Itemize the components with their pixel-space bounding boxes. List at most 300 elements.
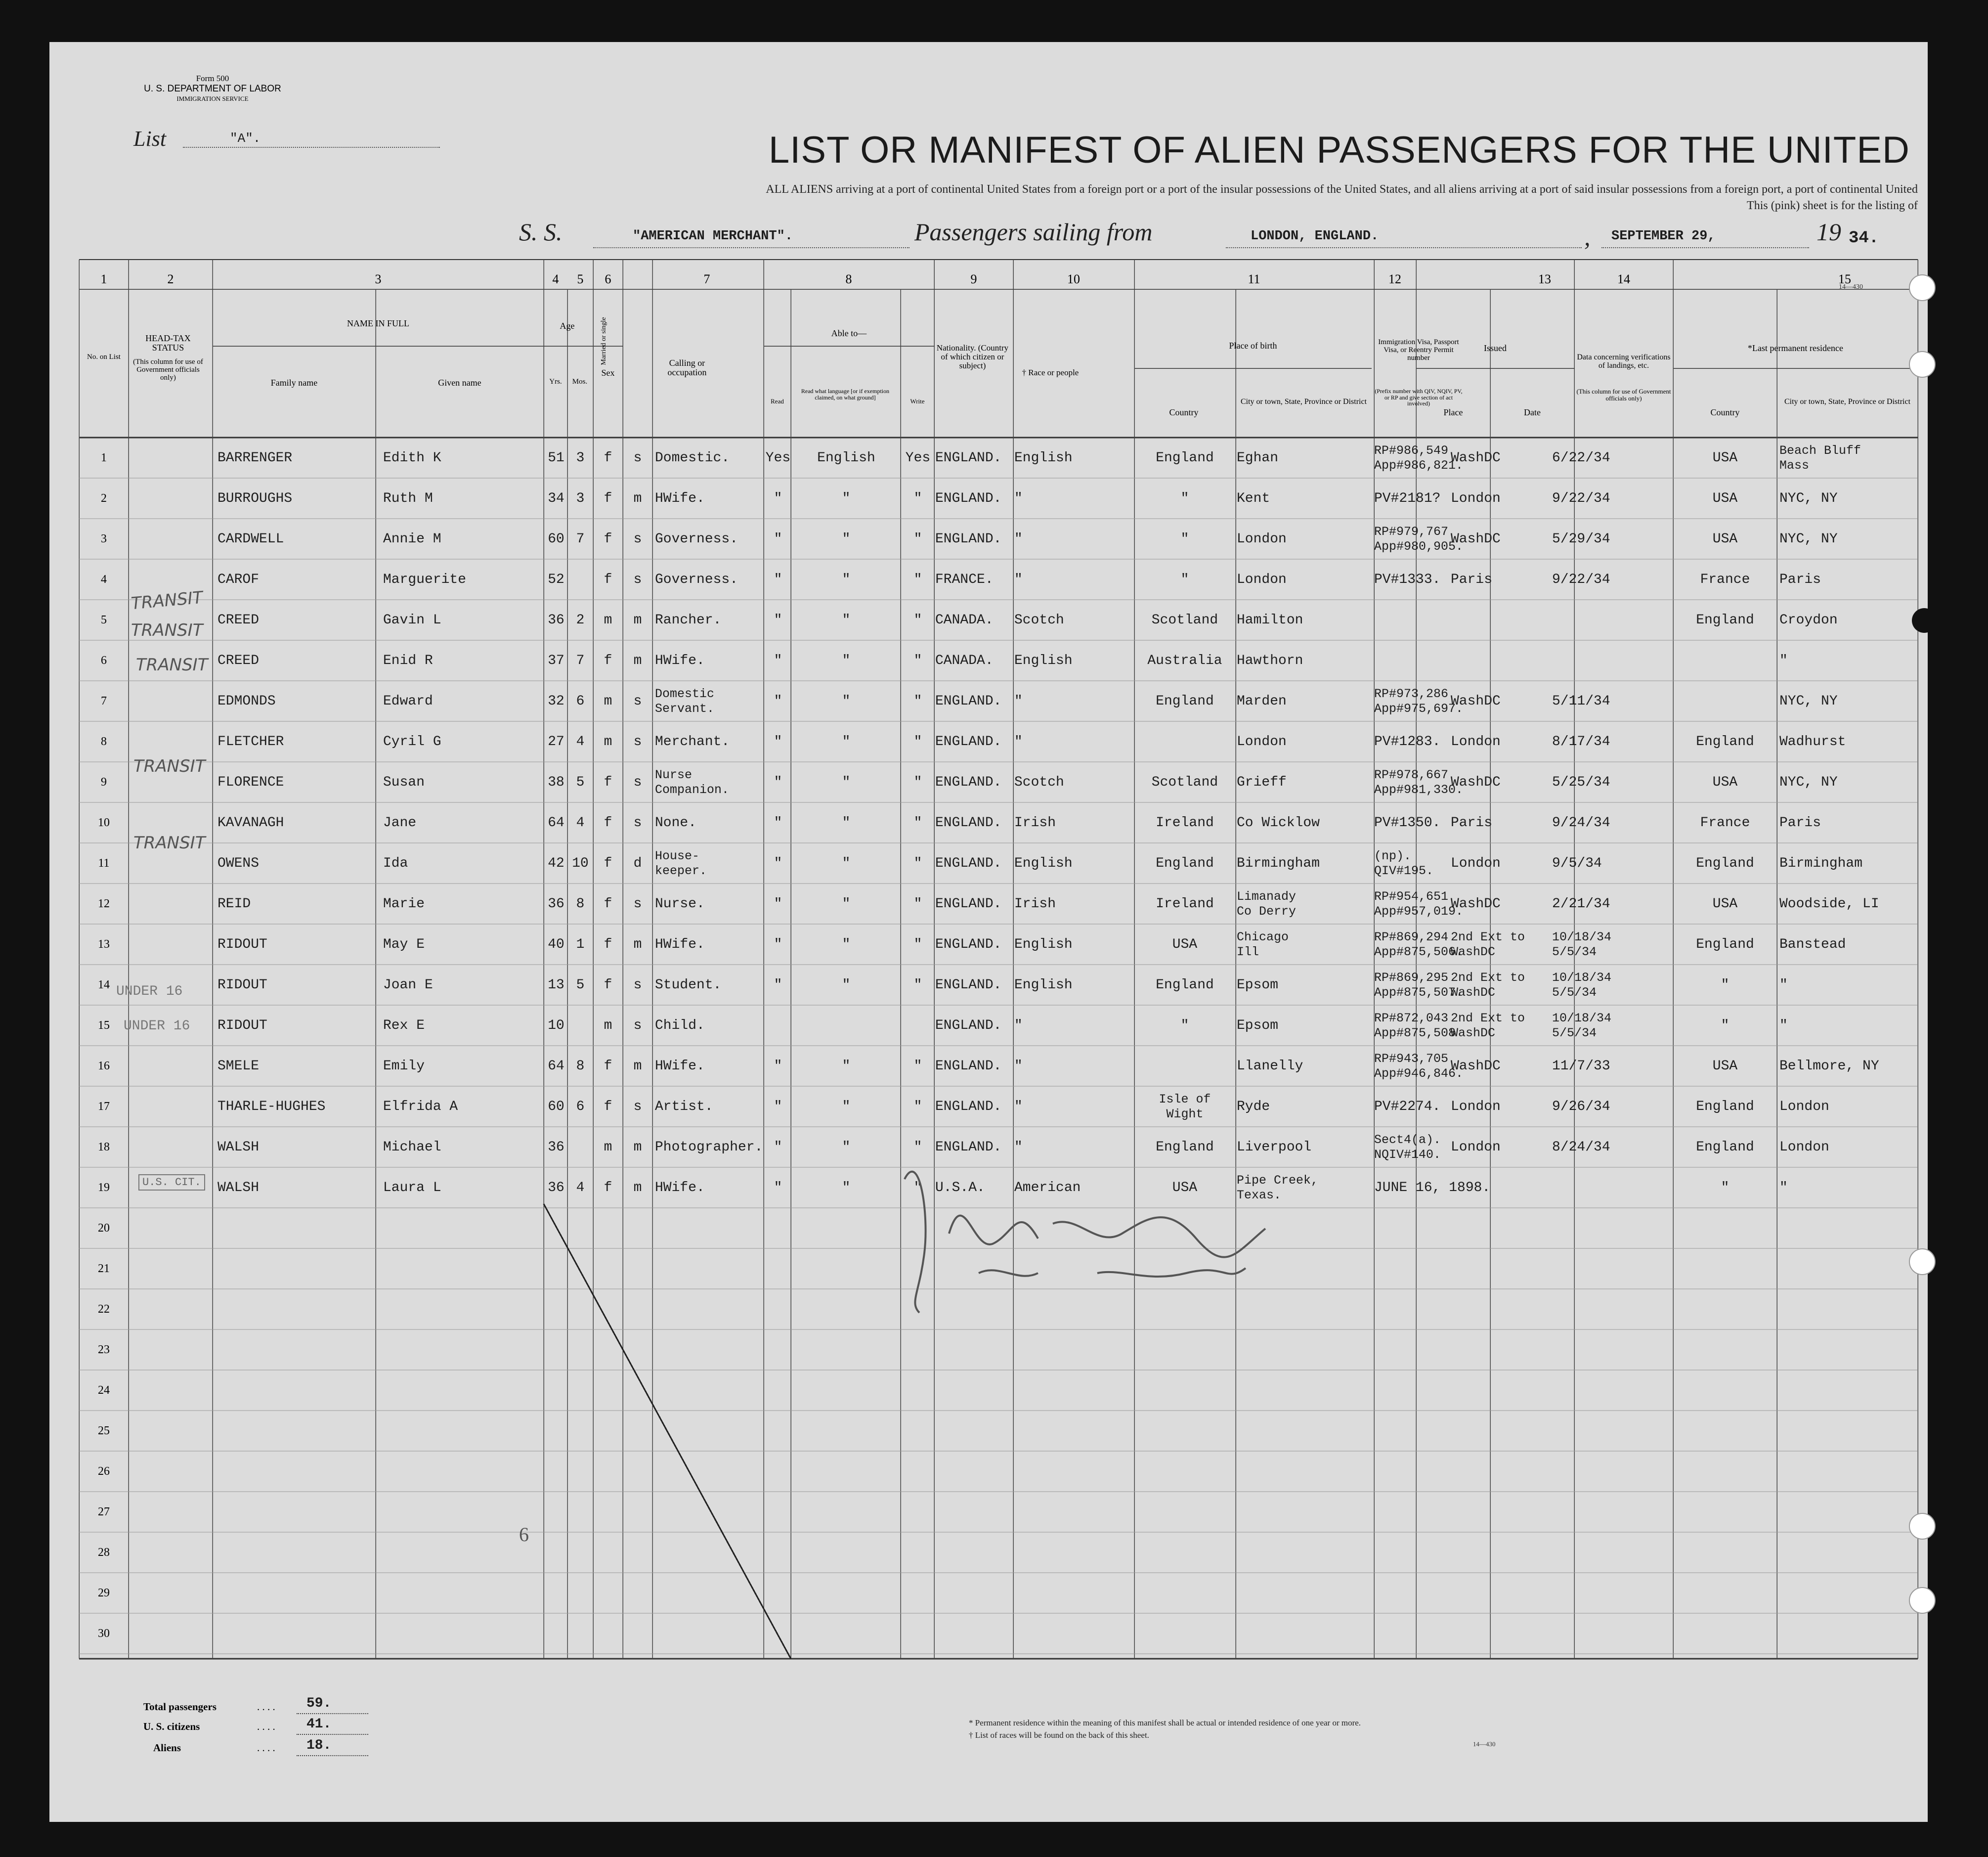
read-cell: " xyxy=(774,815,782,831)
row-number: 30 xyxy=(98,1627,110,1640)
column-number: 8 xyxy=(845,272,852,286)
write-cell: " xyxy=(913,775,922,790)
sex-cell: f xyxy=(604,977,612,993)
birth-country-cell: Australia xyxy=(1147,653,1222,668)
language-cell: " xyxy=(842,694,851,709)
visa-number-cell: RP#954,651 App#957,019. xyxy=(1374,889,1464,919)
header-visa-note: (Prefix number with QIV, NQIV, PV, or RP and give section of act involved) xyxy=(1375,388,1463,407)
transit-stamp: TRANSIT xyxy=(136,655,208,675)
header-issued: Issued xyxy=(1484,343,1507,353)
header-place-of-birth: Place of birth xyxy=(1229,341,1277,351)
family-name-cell: RIDOUT xyxy=(217,1018,267,1033)
nationality-cell: ENGLAND. xyxy=(935,1140,1002,1155)
read-cell: " xyxy=(774,572,782,587)
birth-country-cell: Scotland xyxy=(1151,613,1218,628)
header-nationality: Nationality. (Country of which citizen or subject) xyxy=(936,343,1009,370)
sex-cell: m xyxy=(604,613,612,628)
age-years-cell: 60 xyxy=(548,531,564,547)
nationality-cell: ENGLAND. xyxy=(935,775,1002,790)
sex-cell: f xyxy=(604,937,612,952)
official-signature xyxy=(890,1125,1335,1332)
read-cell: " xyxy=(774,491,782,506)
header-race: † Race or people xyxy=(1022,368,1079,377)
occupation-cell: Child. xyxy=(655,1018,705,1033)
punch-hole xyxy=(1909,274,1936,301)
race-cell: English xyxy=(1014,977,1073,993)
visa-number-cell: RP#986,549 App#986,821. xyxy=(1374,443,1464,473)
race-cell: English xyxy=(1014,856,1073,871)
race-cell: " xyxy=(1014,1099,1023,1114)
form-number: Form 500 xyxy=(196,74,229,83)
residence-country-cell: " xyxy=(1721,1180,1729,1195)
given-name-cell: Susan xyxy=(383,775,425,790)
age-months-cell: 6 xyxy=(576,694,585,709)
residence-city-cell: London xyxy=(1779,1099,1829,1114)
birth-country-cell: " xyxy=(1180,572,1189,587)
residence-country-cell: England xyxy=(1696,734,1754,750)
language-cell: " xyxy=(842,531,851,547)
year-prefix: 19 xyxy=(1816,218,1841,246)
given-name-cell: Ruth M xyxy=(383,491,433,506)
issued-date-cell: 11/7/33 xyxy=(1552,1059,1610,1074)
row-number: 23 xyxy=(98,1343,110,1356)
nationality-cell: ENGLAND. xyxy=(935,896,1002,912)
sex-cell: f xyxy=(604,775,612,790)
punch-hole xyxy=(1909,351,1936,378)
visa-number-cell: PV#1350. xyxy=(1374,815,1441,831)
footnote-residence: * Permanent residence within the meaning of this manifest shall be actual or intended residence of one year or more. xyxy=(969,1718,1361,1727)
issued-place-cell: Paris xyxy=(1451,815,1493,831)
family-name-cell: BURROUGHS xyxy=(217,491,293,506)
residence-city-cell: Woodside, LI xyxy=(1779,896,1879,912)
read-cell: " xyxy=(774,653,782,668)
header-family-name: Family name xyxy=(270,378,318,388)
family-name-cell: FLORENCE xyxy=(217,775,284,790)
header-read-lang: Read what language [or if exemption claimed, on what ground] xyxy=(801,388,890,401)
family-name-cell: CREED xyxy=(217,653,259,668)
row-number: 2 xyxy=(101,492,107,505)
nationality-cell: FRANCE. xyxy=(935,572,994,587)
given-name-cell: Michael xyxy=(383,1140,441,1155)
residence-city-cell: Birmingham xyxy=(1779,856,1863,871)
list-label: List xyxy=(133,127,167,151)
occupation-cell: Nurse Companion. xyxy=(655,768,730,797)
family-name-cell: WALSH xyxy=(217,1140,259,1155)
row-number: 3 xyxy=(101,532,107,545)
birth-city-cell: London xyxy=(1237,734,1287,750)
write-cell: " xyxy=(913,1059,922,1074)
visa-number-cell: RP#869,295 App#875,507. xyxy=(1374,971,1464,1000)
age-years-cell: 52 xyxy=(548,572,564,587)
dots: . . . . xyxy=(257,1742,275,1754)
age-months-cell: 6 xyxy=(576,1099,585,1114)
occupation-cell: HWife. xyxy=(655,1180,705,1195)
residence-city-cell: Banstead xyxy=(1779,937,1846,952)
header-no: No. on List xyxy=(87,353,121,361)
issued-place-cell: WashDC xyxy=(1451,1059,1501,1074)
sex-cell: m xyxy=(604,1018,612,1033)
race-cell: " xyxy=(1014,694,1023,709)
occupation-cell: None. xyxy=(655,815,697,831)
footnote-races: † List of races will be found on the back of this sheet. xyxy=(969,1730,1149,1740)
birth-city-cell: Grieff xyxy=(1237,775,1287,790)
residence-city-cell: NYC, NY xyxy=(1779,531,1838,547)
age-months-cell: 8 xyxy=(576,1059,585,1074)
marital-status-cell: d xyxy=(633,856,642,871)
age-years-cell: 64 xyxy=(548,1059,564,1074)
issued-date-cell: 9/5/34 xyxy=(1552,856,1602,871)
row-number: 25 xyxy=(98,1424,110,1437)
issued-place-cell: WashDC xyxy=(1451,450,1501,466)
age-months-cell: 4 xyxy=(576,734,585,750)
birth-country-cell: England xyxy=(1156,977,1214,993)
family-name-cell: CREED xyxy=(217,613,259,628)
birth-city-cell: London xyxy=(1237,572,1287,587)
row-number: 4 xyxy=(101,573,107,586)
row-number: 7 xyxy=(101,695,107,707)
age-years-cell: 13 xyxy=(548,977,564,993)
sex-cell: m xyxy=(604,1140,612,1155)
residence-country-cell: USA xyxy=(1712,896,1738,912)
birth-country-cell: England xyxy=(1156,1140,1214,1155)
issued-date-cell: 10/18/34 5/5/34 xyxy=(1552,1011,1612,1040)
occupation-cell: Artist. xyxy=(655,1099,713,1114)
race-cell: " xyxy=(1014,1018,1023,1033)
marital-status-cell: s xyxy=(633,572,642,587)
write-cell: " xyxy=(913,977,922,993)
issued-date-cell: 9/22/34 xyxy=(1552,491,1610,506)
residence-city-cell: NYC, NY xyxy=(1779,775,1838,790)
residence-country-cell: USA xyxy=(1712,775,1738,790)
aliens-value: 18. xyxy=(306,1738,332,1753)
birth-country-cell: " xyxy=(1180,1018,1189,1033)
visa-number-cell: PV#2274. xyxy=(1374,1099,1441,1114)
occupation-cell: Domestic Servant. xyxy=(655,687,715,716)
marital-status-cell: s xyxy=(633,734,642,750)
age-years-cell: 10 xyxy=(548,1018,564,1033)
issued-date-cell: 10/18/34 5/5/34 xyxy=(1552,930,1612,959)
family-name-cell: RIDOUT xyxy=(217,977,267,993)
issued-place-cell: WashDC xyxy=(1451,531,1501,547)
marital-status-cell: s xyxy=(633,896,642,912)
language-cell: " xyxy=(842,1180,851,1195)
residence-country-cell: England xyxy=(1696,1099,1754,1114)
visa-number-cell: RP#872,043 App#875,508 xyxy=(1374,1011,1456,1040)
us-citizen-stamp: U.S. CIT. xyxy=(138,1174,205,1191)
residence-city-cell: Wadhurst xyxy=(1779,734,1846,750)
age-months-cell: 3 xyxy=(576,491,585,506)
visa-number-cell: (np). QIV#195. xyxy=(1374,849,1434,878)
write-cell: " xyxy=(913,896,922,912)
marital-status-cell: s xyxy=(633,775,642,790)
visa-number-cell: Sect4(a). NQIV#140. xyxy=(1374,1133,1441,1162)
birth-country-cell: Ireland xyxy=(1156,815,1214,831)
given-name-cell: Laura L xyxy=(383,1180,441,1195)
header-head-tax: HEAD-TAX STATUS xyxy=(145,333,191,353)
row-number: 20 xyxy=(98,1222,110,1235)
header-issued-date: Date xyxy=(1524,407,1541,417)
marital-status-cell: m xyxy=(633,937,642,952)
transit-stamp: TRANSIT xyxy=(133,756,206,776)
issued-place-cell: London xyxy=(1451,491,1501,506)
language-cell: " xyxy=(842,937,851,952)
age-months-cell: 3 xyxy=(576,450,585,466)
given-name-cell: Cyril G xyxy=(383,734,441,750)
row-number: 22 xyxy=(98,1303,110,1316)
given-name-cell: Marie xyxy=(383,896,425,912)
residence-country-cell: USA xyxy=(1712,491,1738,506)
read-cell: " xyxy=(774,531,782,547)
sex-cell: m xyxy=(604,694,612,709)
birth-country-cell: Isle of Wight xyxy=(1159,1092,1211,1121)
list-value: "A". xyxy=(230,131,261,146)
birth-city-cell: Limanady Co Derry xyxy=(1237,889,1297,919)
residence-country-cell: USA xyxy=(1712,450,1738,466)
given-name-cell: Joan E xyxy=(383,977,433,993)
under-16-stamp: UNDER 16 xyxy=(124,1018,190,1034)
visa-number-cell: RP#979,767 App#980,905. xyxy=(1374,525,1464,554)
birth-country-cell: Scotland xyxy=(1151,775,1218,790)
age-months-cell: 1 xyxy=(576,937,585,952)
birth-country-cell: " xyxy=(1180,531,1189,547)
given-name-cell: Enid R xyxy=(383,653,433,668)
column-number: 11 xyxy=(1248,272,1260,286)
given-name-cell: Gavin L xyxy=(383,613,441,628)
birth-country-cell: USA xyxy=(1172,937,1198,952)
header-given-name: Given name xyxy=(438,378,481,388)
occupation-cell: Domestic. xyxy=(655,450,730,466)
residence-city-cell: London xyxy=(1779,1140,1829,1155)
residence-city-cell: " xyxy=(1779,1018,1788,1033)
residence-city-cell: Paris xyxy=(1779,815,1821,831)
language-cell: " xyxy=(842,734,851,750)
race-cell: " xyxy=(1014,491,1023,506)
aliens-underline xyxy=(297,1755,368,1756)
residence-country-cell: France xyxy=(1700,815,1750,831)
given-name-cell: Jane xyxy=(383,815,417,831)
birth-city-cell: Epsom xyxy=(1237,977,1279,993)
total-passengers-value: 59. xyxy=(306,1696,332,1711)
nationality-cell: ENGLAND. xyxy=(935,1099,1002,1114)
write-cell: " xyxy=(913,734,922,750)
read-cell: Yes xyxy=(765,450,791,466)
family-name-cell: CARDWELL xyxy=(217,531,284,547)
residence-country-cell: " xyxy=(1721,977,1729,993)
row-number: 19 xyxy=(98,1181,110,1194)
occupation-cell: Merchant. xyxy=(655,734,730,750)
row-number: 18 xyxy=(98,1141,110,1153)
visa-number-cell: PV#2181? xyxy=(1374,491,1441,506)
issued-place-cell: London xyxy=(1451,734,1501,750)
punch-hole xyxy=(1909,1587,1936,1614)
row-number: 17 xyxy=(98,1100,110,1113)
race-cell: American xyxy=(1014,1180,1081,1195)
residence-city-cell: Paris xyxy=(1779,572,1821,587)
sex-cell: f xyxy=(604,531,612,547)
given-name-cell: Annie M xyxy=(383,531,441,547)
read-cell: " xyxy=(774,1059,782,1074)
transit-stamp: TRANSIT xyxy=(131,620,203,640)
issued-date-cell: 5/11/34 xyxy=(1552,694,1610,709)
issued-date-cell: 5/25/34 xyxy=(1552,775,1610,790)
year-suffix: 34. xyxy=(1849,229,1879,248)
column-number: 2 xyxy=(167,272,174,286)
nationality-cell: ENGLAND. xyxy=(935,856,1002,871)
issued-place-cell: 2nd Ext to WashDC xyxy=(1451,1011,1525,1040)
occupation-cell: HWife. xyxy=(655,491,705,506)
language-cell: " xyxy=(842,1140,851,1155)
language-cell: " xyxy=(842,896,851,912)
sex-cell: f xyxy=(604,1180,612,1195)
nationality-cell: U.S.A. xyxy=(935,1180,985,1195)
race-cell: " xyxy=(1014,531,1023,547)
birth-country-cell: USA xyxy=(1172,1180,1198,1195)
nationality-cell: ENGLAND. xyxy=(935,977,1002,993)
header-visa: Immigration Visa, Passport Visa, or Reentry Permit number xyxy=(1378,338,1459,362)
nationality-cell: ENGLAND. xyxy=(935,1018,1002,1033)
header-issued-place: Place xyxy=(1443,407,1463,417)
write-cell: " xyxy=(913,491,922,506)
row-number: 12 xyxy=(98,897,110,910)
column-number: 7 xyxy=(703,272,710,286)
write-cell: " xyxy=(913,613,922,628)
age-years-cell: 64 xyxy=(548,815,564,831)
column-number: 13 xyxy=(1538,272,1551,286)
read-cell: " xyxy=(774,613,782,628)
row-number: 10 xyxy=(98,816,110,829)
form-code-top: 14—430 xyxy=(1839,283,1863,291)
residence-country-cell: England xyxy=(1696,937,1754,952)
visa-number-cell: PV#1333. xyxy=(1374,572,1441,587)
occupation-cell: Student. xyxy=(655,977,722,993)
header-able-to: Able to— xyxy=(831,328,867,338)
sex-cell: f xyxy=(604,653,612,668)
birth-city-cell: Pipe Creek, Texas. xyxy=(1237,1173,1319,1202)
family-name-cell: SMELE xyxy=(217,1059,259,1074)
visa-number-cell: RP#943,705 App#946,846. xyxy=(1374,1052,1464,1081)
port-name: LONDON, ENGLAND. xyxy=(1251,229,1379,244)
race-cell: " xyxy=(1014,572,1023,587)
sex-cell: f xyxy=(604,856,612,871)
residence-city-cell: " xyxy=(1779,653,1788,668)
age-years-cell: 36 xyxy=(548,1180,564,1195)
issued-date-cell: 9/26/34 xyxy=(1552,1099,1610,1114)
age-years-cell: 34 xyxy=(548,491,564,506)
visa-number-cell: RP#973,286 App#975,697. xyxy=(1374,687,1464,716)
language-cell: " xyxy=(842,856,851,871)
age-months-cell: 4 xyxy=(576,1180,585,1195)
read-cell: " xyxy=(774,977,782,993)
punch-hole xyxy=(1909,1513,1936,1540)
read-cell: " xyxy=(774,694,782,709)
marital-status-cell: s xyxy=(633,977,642,993)
language-cell: English xyxy=(817,450,875,466)
residence-city-cell: NYC, NY xyxy=(1779,491,1838,506)
punch-hole xyxy=(1909,1248,1936,1275)
marital-status-cell: m xyxy=(633,1059,642,1074)
sex-cell: f xyxy=(604,896,612,912)
birth-country-cell: England xyxy=(1156,694,1214,709)
row-number: 15 xyxy=(98,1019,110,1032)
language-cell: " xyxy=(842,775,851,790)
header-head-tax-note: (This column for use of Government officials only) xyxy=(133,358,203,382)
sex-cell: f xyxy=(604,450,612,466)
age-years-cell: 36 xyxy=(548,896,564,912)
write-cell: " xyxy=(913,856,922,871)
given-name-cell: Elfrida A xyxy=(383,1099,458,1114)
issued-place-cell: WashDC xyxy=(1451,694,1501,709)
read-cell: " xyxy=(774,937,782,952)
language-cell: " xyxy=(842,572,851,587)
family-name-cell: REID xyxy=(217,896,251,912)
column-number: 14 xyxy=(1617,272,1630,286)
birth-city-cell: Chicago Ill xyxy=(1237,930,1289,959)
header-verifications: Data concerning verifications of landings, etc. xyxy=(1577,353,1671,370)
birth-city-cell: Ryde xyxy=(1237,1099,1270,1114)
write-cell: Yes xyxy=(905,450,931,466)
write-cell: " xyxy=(913,937,922,952)
header-res-country: Country xyxy=(1710,407,1740,417)
column-number: 6 xyxy=(605,272,611,286)
age-years-cell: 32 xyxy=(548,694,564,709)
us-citizens-label: U. S. citizens xyxy=(143,1721,200,1732)
residence-country-cell: USA xyxy=(1712,531,1738,547)
read-cell: " xyxy=(774,896,782,912)
header-age: Age xyxy=(560,321,575,331)
column-number: 12 xyxy=(1388,272,1401,286)
read-cell: " xyxy=(774,1180,782,1195)
punch-hole xyxy=(1912,608,1937,633)
header-sex: Sex xyxy=(601,368,615,378)
row-number: 9 xyxy=(101,776,107,789)
birth-country-cell: " xyxy=(1180,491,1189,506)
age-months-cell: 5 xyxy=(576,775,585,790)
age-years-cell: 36 xyxy=(548,1140,564,1155)
row-number: 29 xyxy=(98,1587,110,1599)
form-code-bottom: 14—430 xyxy=(1473,1740,1496,1748)
issued-date-cell: 5/29/34 xyxy=(1552,531,1610,547)
row-number: 6 xyxy=(101,654,107,667)
occupation-cell: House- keeper. xyxy=(655,849,707,878)
visa-number-cell: PV#1283. xyxy=(1374,734,1441,750)
age-months-cell: 2 xyxy=(576,613,585,628)
row-number: 16 xyxy=(98,1060,110,1072)
age-months-cell: 7 xyxy=(576,531,585,547)
column-number: 9 xyxy=(970,272,977,286)
residence-city-cell: NYC, NY xyxy=(1779,694,1838,709)
issued-place-cell: London xyxy=(1451,1099,1501,1114)
race-cell: " xyxy=(1014,1140,1023,1155)
family-name-cell: FLETCHER xyxy=(217,734,284,750)
age-months-cell: 8 xyxy=(576,896,585,912)
birth-city-cell: Co Wicklow xyxy=(1237,815,1320,831)
nationality-cell: ENGLAND. xyxy=(935,450,1002,466)
issued-date-cell: 10/18/34 5/5/34 xyxy=(1552,971,1612,1000)
residence-city-cell: " xyxy=(1779,1180,1788,1195)
column-number: 15 xyxy=(1838,272,1851,286)
marital-status-cell: s xyxy=(633,815,642,831)
aliens-label: Aliens xyxy=(153,1742,181,1754)
family-name-cell: WALSH xyxy=(217,1180,259,1195)
race-cell: Irish xyxy=(1014,896,1056,912)
sailing-date: SEPTEMBER 29, xyxy=(1611,229,1716,244)
page-title: LIST OR MANIFEST OF ALIEN PASSENGERS FOR THE UNITED xyxy=(769,129,1910,171)
row-number: 5 xyxy=(101,614,107,626)
column-number: 1 xyxy=(100,272,107,286)
language-cell: " xyxy=(842,977,851,993)
race-cell: Scotch xyxy=(1014,775,1064,790)
column-number: 3 xyxy=(375,272,382,286)
